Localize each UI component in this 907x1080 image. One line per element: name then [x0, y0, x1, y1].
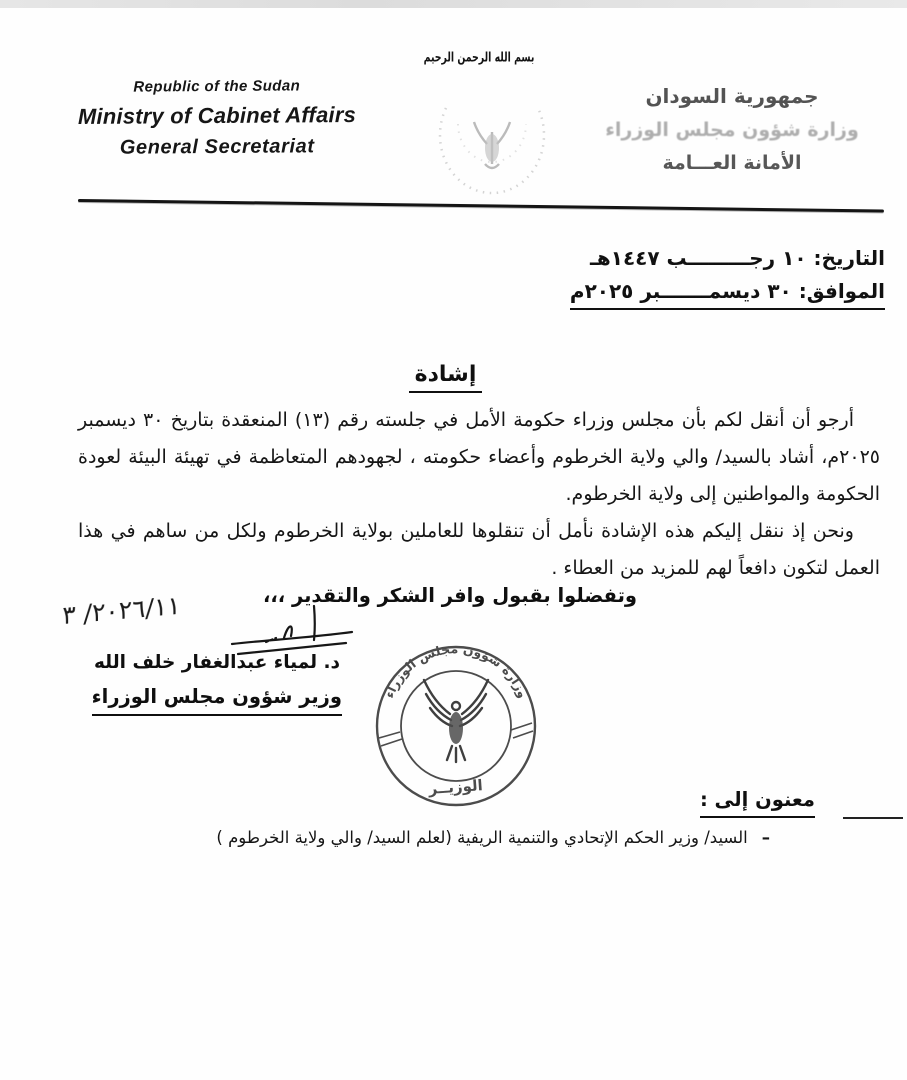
bismillah-calligraphy: بسم الله الرحمن الرحيم — [423, 49, 535, 65]
document-title: إشادة — [0, 362, 907, 393]
letterhead-ministry-en: Ministry of Cabinet Affairs — [77, 102, 357, 129]
addressee-heading: معنون إلى : — [700, 788, 815, 818]
scan-edge-artifact — [0, 0, 907, 8]
stamp-eagle-icon — [424, 680, 488, 762]
handwritten-date-note: ٢٠٢٦/١١/ ٣ — [61, 590, 181, 631]
signer-name: د. لمياء عبدالغفار خلف الله — [93, 652, 341, 673]
letterhead-ministry-ar: وزارة شؤون مجلس الوزراء — [605, 119, 859, 141]
addressee-text: السيد/ وزير الحكم الإتحادي والتنمية الريفية (لعلم السيد/ والي ولاية الخرطوم ) — [216, 828, 748, 847]
official-stamp — [372, 642, 540, 810]
date-block — [570, 246, 885, 319]
letterhead-secretariat-en: General Secretariat — [119, 135, 315, 159]
letterhead-secretariat-ar: الأمانة العـــامة — [662, 152, 802, 174]
letterhead-english — [78, 77, 357, 160]
letter-body — [78, 402, 880, 587]
signer-title: وزير شؤون مجلس الوزراء — [92, 685, 342, 716]
stamp-ring-text: وزارة شؤون مجلس الوزراء — [381, 642, 531, 701]
addressee-item — [216, 828, 770, 847]
stamp-bottom-text: الوزيــر — [428, 776, 484, 798]
body-paragraph-1: أرجو أن أنقل لكم بأن مجلس وزراء حكومة الأمل في جلسته رقم (١٣) المنعقدة بتاريخ ٣٠ ديسمبر ٢٠٢٥م، أشاد بالسيد/ والي ولاية الخرطوم وأعضاء حكومته ، لجهودهم المتعاظمة في تهيئة البيئة لعودة الحكومة والمواطنين إلى ولاية الخرطوم. — [78, 409, 880, 505]
signature-block — [92, 652, 342, 716]
hijri-date: التاريخ: ١٠ رجـــــــــب ١٤٤٧هـ — [590, 246, 885, 270]
scan-line-artifact — [843, 817, 903, 819]
sudan-emblem-icon — [432, 72, 552, 204]
letterhead-country-en: Republic of the Sudan — [133, 77, 301, 96]
letterhead-country-ar: جمهورية السودان — [645, 84, 819, 108]
dash-bullet: – — [761, 828, 770, 847]
gregorian-date: الموافق: ٣٠ ديسمـــــــبر ٢٠٢٥م — [570, 279, 885, 310]
letterhead-arabic — [587, 84, 877, 174]
body-paragraph-2: ونحن إذ ننقل إليكم هذه الإشادة نأمل أن تنقلوها للعاملين بولاية الخرطوم ولكل من ساهم في هذا العمل لتكون دافعاً لهم للمزيد من العطاء . — [78, 520, 880, 579]
closing-salutation: وتفضلوا بقبول وافر الشكر والتقدير ،،، — [262, 584, 638, 607]
